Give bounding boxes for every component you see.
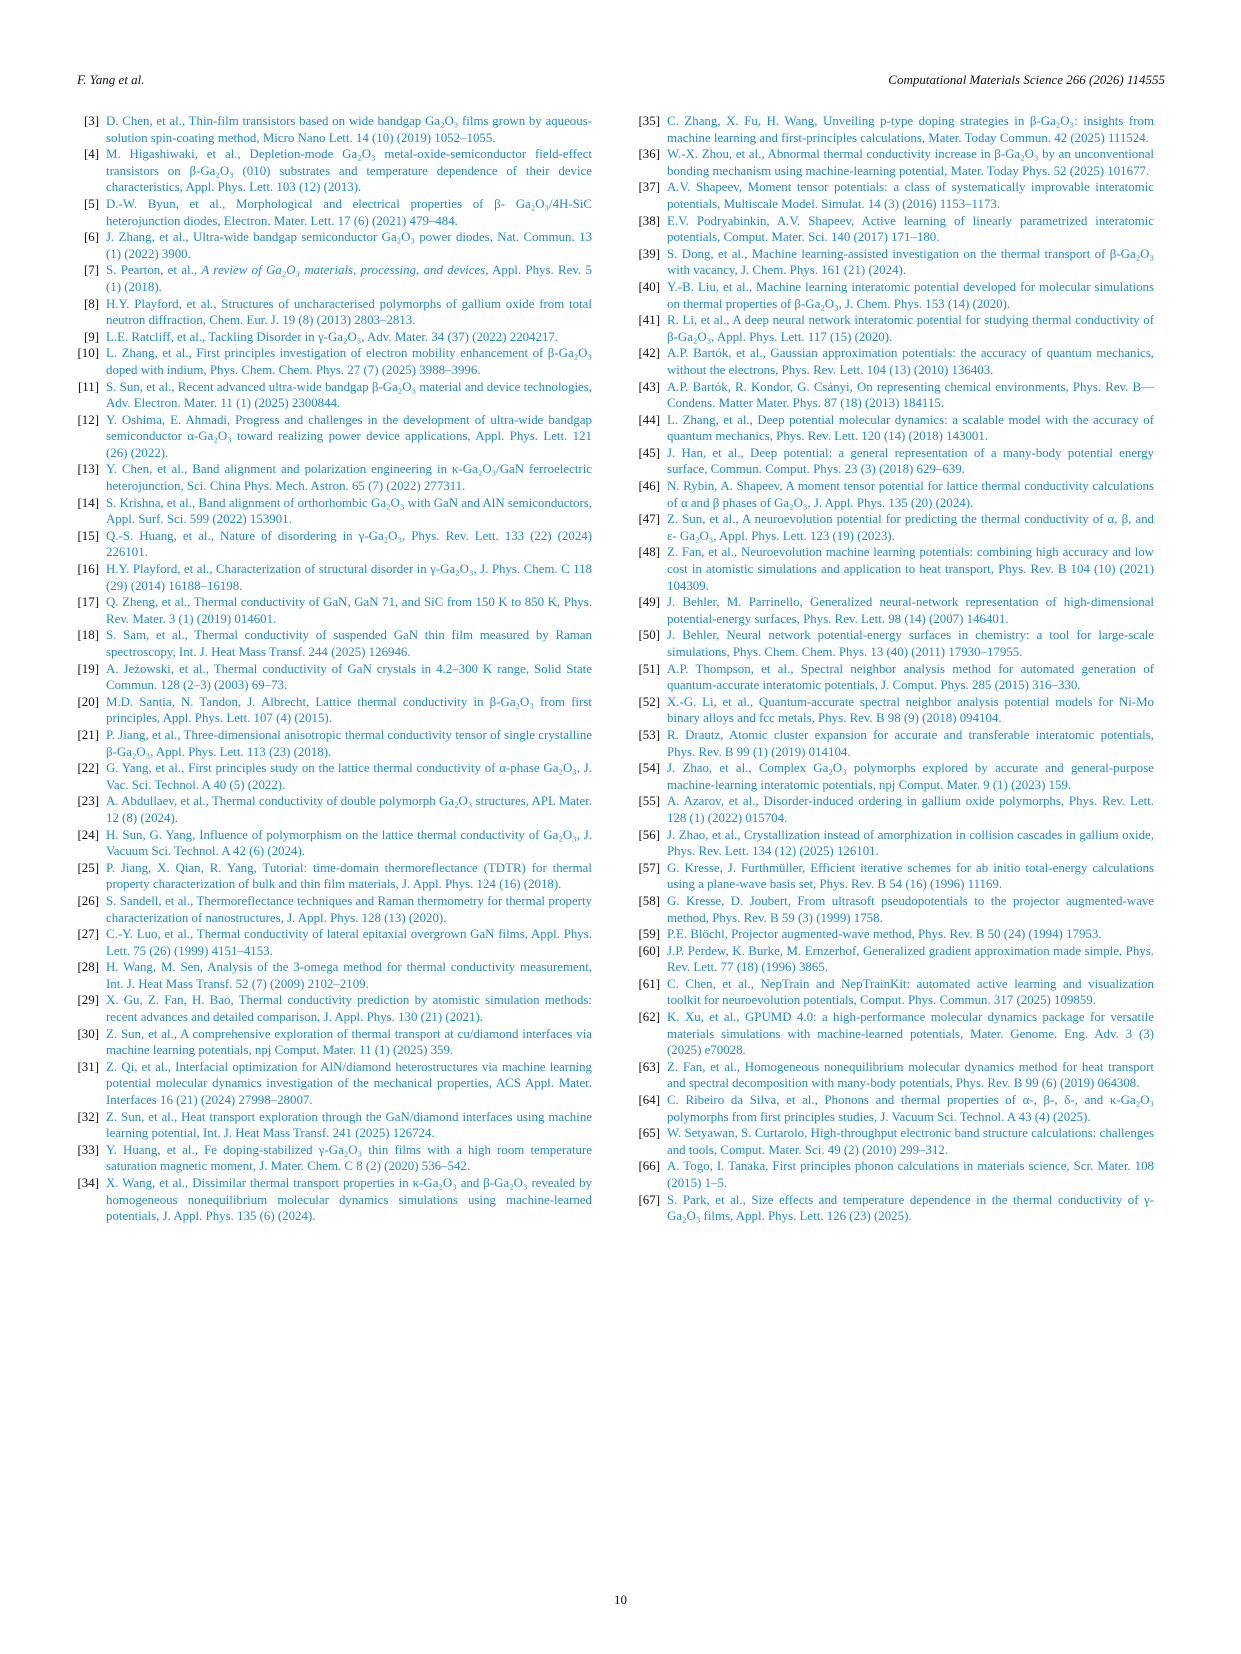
- reference-item: [70, 661, 592, 694]
- reference-number: [18]: [77, 628, 99, 643]
- reference-item: [624, 694, 1154, 727]
- reference-number: [45]: [638, 445, 660, 460]
- reference-link[interactable]: P.E. Blöchl, Projector augmented-wave method, Phys. Rev. B 50 (24) (1994) 17953.: [667, 927, 1102, 942]
- reference-number: [6]: [83, 230, 99, 245]
- reference-item: [624, 1009, 1154, 1059]
- reference-number: [41]: [638, 313, 660, 328]
- reference-item: [70, 113, 592, 146]
- reference-item: [624, 1059, 1154, 1092]
- reference-number: [66]: [638, 1159, 660, 1174]
- reference-link[interactable]: H. Sun, G. Yang, Influence of polymorphism on the lattice thermal conductivity of Ga₂O₃, J. Vacuum Sci. Technol. A 42 (6) (2024).: [106, 827, 592, 859]
- reference-link[interactable]: P. Jiang, et al., Three-dimensional anisotropic thermal conductivity tensor of single crystalline β-Ga₂O₃, Appl. Phys. Lett. 113 (23) (2018).: [106, 727, 592, 759]
- reference-item: [70, 412, 592, 462]
- reference-link[interactable]: Z. Qi, et al., Interfacial optimization for AlN/diamond heterostructures via machine learning potential molecular dynamics investigation of the mechanical properties, ACS Appl. Mater. Interfaces 16 (21) (2024) 27998–28007.: [106, 1059, 592, 1108]
- reference-list-right: [624, 113, 1154, 1225]
- reference-link[interactable]: C. Chen, et al., NepTrain and NepTrainKit: automated active learning and visualization toolkit for neuroevolution potentials, Comput. Phys. Commun. 317 (2025) 109859.: [667, 976, 1154, 1008]
- reference-item: [624, 146, 1154, 179]
- reference-number: [8]: [83, 296, 99, 311]
- reference-item: [624, 827, 1154, 860]
- reference-link[interactable]: M.D. Santia, N. Tandon, J. Albrecht, Lattice thermal conductivity in β-Ga₂O₃ from first principles, Appl. Phys. Lett. 107 (4) (2015).: [106, 694, 592, 726]
- reference-number: [61]: [638, 976, 660, 991]
- reference-link[interactable]: A.P. Bartók, R. Kondor, G. Csányi, On representing chemical environments, Phys. Rev. B—Condens. Matter Mater. Phys. 87 (18) (2013) 184115.: [667, 379, 1154, 411]
- reference-number: [47]: [638, 512, 660, 527]
- reference-item: [70, 262, 592, 295]
- reference-number: [49]: [638, 595, 660, 610]
- reference-item: [70, 461, 592, 494]
- reference-link[interactable]: A. Abdullaev, et al., Thermal conductivity of double polymorph Ga₂O₃ structures, APL Mater. 12 (8) (2024).: [106, 794, 592, 825]
- reference-item: [70, 959, 592, 992]
- reference-number: [54]: [638, 761, 660, 776]
- reference-link[interactable]: E.V. Podryabinkin, A.V. Shapeev, Active learning of linearly parametrized interatomic potentials, Comput. Mater. Sci. 140 (2017) 171–180.: [667, 213, 1154, 245]
- reference-item: [624, 727, 1154, 760]
- reference-link[interactable]: A. Azarov, et al., Disorder-induced ordering in gallium oxide polymorphs, Phys. Rev. Lett. 128 (1) (2022) 015704.: [667, 794, 1154, 825]
- reference-link[interactable]: G. Yang, et al., First principles study on the lattice thermal conductivity of α-phase Ga₂O₃, J. Vac. Sci. Technol. A 40 (5) (2022).: [106, 761, 592, 792]
- reference-link[interactable]: S. Sam, et al., Thermal conductivity of suspended GaN thin film measured by Raman spectroscopy, Int. J. Heat Mass Transf. 244 (2025) 126946.: [106, 628, 592, 659]
- reference-list-left: [70, 113, 592, 1225]
- reference-item: [624, 1125, 1154, 1158]
- reference-link[interactable]: X. Gu, Z. Fan, H. Bao, Thermal conductivity prediction by atomistic simulation methods: recent advances and detailed comparison, J. Appl. Phys. 130 (21) (2021).: [106, 993, 592, 1025]
- reference-number: [51]: [638, 661, 660, 676]
- reference-item: [624, 1192, 1154, 1225]
- reference-item: [70, 860, 592, 893]
- reference-link[interactable]: Y.-B. Liu, et al., Machine learning interatomic potential developed for molecular simulations on thermal properties of β-Ga₂O₃, J. Chem. Phys. 153 (14) (2020).: [667, 279, 1154, 311]
- reference-number: [32]: [77, 1109, 99, 1124]
- reference-link[interactable]: C. Ribeiro da Silva, et al., Phonons and thermal properties of α-, β-, δ-, and κ-Ga₂O₃ polymorphs from first principles studies, J. Vacuum Sci. Technol. A 43 (4) (2025).: [667, 1093, 1154, 1124]
- reference-item: [70, 561, 592, 594]
- reference-link[interactable]: L.E. Ratcliff, et al., Tackling Disorder in γ-Ga₂O₃, Adv. Mater. 34 (37) (2022) 2204217.: [106, 329, 559, 344]
- reference-item: [70, 1109, 592, 1142]
- reference-number: [26]: [77, 893, 99, 908]
- reference-link[interactable]: H. Wang, M. Sen, Analysis of the 3-omega method for thermal conductivity measurement, Int. J. Heat Mass Transf. 52 (7) (2009) 2102–2109.: [106, 960, 592, 991]
- reference-item: [70, 727, 592, 760]
- reference-item: [70, 146, 592, 196]
- reference-link[interactable]: H.Y. Playford, et al., Structures of uncharacterised polymorphs of gallium oxide from total neutron diffraction, Chem. Eur. J. 19 (8) (2013) 2803–2813.: [106, 296, 592, 328]
- reference-item: [70, 694, 592, 727]
- reference-number: [13]: [77, 462, 99, 477]
- reference-number: [58]: [638, 893, 660, 908]
- reference-link[interactable]: X. Wang, et al., Dissimilar thermal transport properties in κ-Ga₂O₃ and β-Ga₂O₃ revealed by homogeneous nonequilibrium molecular dynamics simulations using machine-learned potentials, J. Appl. Phys. 135 (6) (2024).: [106, 1176, 592, 1224]
- reference-item: [624, 213, 1154, 246]
- reference-number: [24]: [77, 827, 99, 842]
- reference-item: [624, 379, 1154, 412]
- reference-item: [70, 495, 592, 528]
- reference-item: [70, 1175, 592, 1225]
- reference-link[interactable]: S. Krishna, et al., Band alignment of orthorhombic Ga₂O₃ with GaN and AlN semiconductors, Appl. Surf. Sci. 599 (2022) 153901.: [106, 495, 592, 527]
- reference-link[interactable]: A.P. Bartók, et al., Gaussian approximation potentials: the accuracy of quantum mechanics, without the electrons, Phys. Rev. Lett. 104 (13) (2010) 136403.: [667, 346, 1154, 377]
- reference-item: [624, 179, 1154, 212]
- reference-item: [624, 246, 1154, 279]
- reference-link[interactable]: C. Zhang, X. Fu, H. Wang, Unveiling p-type doping strategies in β-Ga₂O₃: insights from machine learning and first-principles calculations, Mater. Today Commun. 42 (2025) 111524.: [667, 114, 1154, 145]
- reference-number: [57]: [638, 860, 660, 875]
- reference-item: [70, 329, 592, 346]
- reference-item: [624, 760, 1154, 793]
- reference-number: [60]: [638, 943, 660, 958]
- reference-number: [40]: [638, 279, 660, 294]
- reference-link[interactable]: Y. Chen, et al., Band alignment and polarization engineering in κ-Ga₂O₃/GaN ferroelectric heterojunction, Sci. China Phys. Mech. Astron. 65 (7) (2022) 277311.: [106, 462, 592, 494]
- reference-number: [38]: [638, 213, 660, 228]
- reference-item: [624, 412, 1154, 445]
- reference-link[interactable]: N. Rybin, A. Shapeev, A moment tensor potential for lattice thermal conductivity calculations of α and β phases of Ga₂O₃, J. Appl. Phys. 135 (20) (2024).: [667, 479, 1154, 510]
- reference-item: [70, 992, 592, 1025]
- reference-link[interactable]: S. Sandell, et al., Thermoreflectance techniques and Raman thermometry for thermal property characterization of nanostructures, J. Appl. Phys. 128 (13) (2020).: [106, 893, 592, 925]
- reference-item: [70, 196, 592, 229]
- reference-link[interactable]: J. Behler, Neural network potential-energy surfaces in chemistry: a tool for large-scale simulations, Phys. Chem. Chem. Phys. 13 (40) (2011) 17930–17955.: [667, 628, 1154, 659]
- reference-link[interactable]: [106, 262, 592, 295]
- reference-link[interactable]: A. Togo, I. Tanaka, First principles phonon calculations in materials science, Scr. Mater. 108 (2015) 1–5.: [667, 1159, 1154, 1190]
- reference-link[interactable]: W. Setyawan, S. Curtarolo, High-throughput electronic band structure calculations: challenges and tools, Comput. Mater. Sci. 49 (2) (2010) 299–312.: [667, 1126, 1154, 1157]
- reference-number: [22]: [77, 761, 99, 776]
- reference-number: [4]: [83, 147, 99, 162]
- reference-item: [624, 445, 1154, 478]
- reference-number: [39]: [638, 246, 660, 261]
- reference-item: [624, 943, 1154, 976]
- reference-number: [21]: [77, 727, 99, 742]
- reference-link[interactable]: S. Park, et al., Size effects and temperature dependence in the thermal conductivity of γ-Ga₂O₃ films, Appl. Phys. Lett. 126 (23) (2025).: [667, 1192, 1154, 1224]
- reference-number: [25]: [77, 860, 99, 875]
- reference-item: [70, 229, 592, 262]
- reference-item: [70, 528, 592, 561]
- reference-item: [624, 926, 1154, 943]
- running-header-journal: Computational Materials Science 266 (2026) 114555: [888, 72, 1165, 87]
- reference-link[interactable]: A.P. Thompson, et al., Spectral neighbor analysis method for automated generation of quantum-accurate interatomic potentials, J. Comput. Phys. 285 (2015) 316–330.: [667, 661, 1154, 693]
- reference-link[interactable]: Z. Fan, et al., Homogeneous nonequilibrium molecular dynamics method for heat transport and spectral decomposition with many-body potentials, Phys. Rev. B 99 (6) (2019) 064308.: [667, 1059, 1154, 1091]
- reference-item: [70, 627, 592, 660]
- reference-item: [624, 594, 1154, 627]
- reference-item: [624, 345, 1154, 378]
- reference-number: [31]: [77, 1059, 99, 1074]
- reference-link[interactable]: J. Behler, M. Parrinello, Generalized neural-network representation of high-dimensional potential-energy surfaces, Phys. Rev. Lett. 98 (14) (2007) 146401.: [667, 595, 1154, 626]
- reference-item: [70, 1142, 592, 1175]
- reference-number: [14]: [77, 495, 99, 510]
- reference-number: [36]: [638, 147, 660, 162]
- reference-number: [64]: [638, 1093, 660, 1108]
- reference-item: [624, 478, 1154, 511]
- reference-link[interactable]: P. Jiang, X. Qian, R. Yang, Tutorial: time-domain thermoreflectance (TDTR) for thermal property characterization of bulk and thin film materials, J. Appl. Phys. 124 (16) (2018).: [106, 860, 592, 892]
- reference-title: A review of Ga₂O₃ materials, processing, and devices: [201, 263, 486, 278]
- reference-number: [29]: [77, 993, 99, 1008]
- reference-authors: S. Pearton, et al.,: [106, 263, 202, 278]
- reference-link[interactable]: D. Chen, et al., Thin-film transistors based on wide bandgap Ga₂O₃ films grown by aqueous-solution spin-coating method, Micro Nano Lett. 14 (10) (2019) 1052–1055.: [106, 114, 592, 145]
- reference-item: [624, 860, 1154, 893]
- reference-number: [34]: [77, 1176, 99, 1190]
- reference-link[interactable]: C.-Y. Luo, et al., Thermal conductivity of lateral epitaxial overgrown GaN films, Appl. Phys. Lett. 75 (26) (1999) 4151–4153.: [106, 927, 592, 958]
- reference-number: [9]: [83, 329, 99, 344]
- reference-source: , Appl. Phys. Rev. 5 (1) (2018).: [106, 263, 592, 294]
- reference-item: [624, 793, 1154, 826]
- reference-link[interactable]: D.-W. Byun, et al., Morphological and electrical properties of β- Ga₂O₃/4H-SiC heterojunction diodes, Electron. Mater. Lett. 17 (6) (2021) 479–484.: [106, 196, 592, 228]
- reference-item: [624, 976, 1154, 1009]
- reference-number: [10]: [77, 346, 99, 361]
- reference-item: [624, 279, 1154, 312]
- reference-number: [67]: [638, 1192, 660, 1207]
- reference-number: [63]: [638, 1059, 660, 1074]
- reference-number: [48]: [638, 545, 660, 560]
- reference-link[interactable]: Z. Sun, et al., Heat transport exploration through the GaN/diamond interfaces using machine learning potential, Int. J. Heat Mass Transf. 241 (2025) 126724.: [106, 1109, 592, 1141]
- reference-item: [70, 926, 592, 959]
- reference-item: [70, 379, 592, 412]
- reference-number: [44]: [638, 412, 660, 427]
- reference-link[interactable]: J. Zhang, et al., Ultra-wide bandgap semiconductor Ga₂O₃ power diodes, Nat. Commun. 13 (1) (2022) 3900.: [106, 230, 592, 261]
- reference-link[interactable]: J. Zhao, et al., Complex Ga₂O₃ polymorphs explored by accurate and general-purpose machine-learning interatomic potentials, npj Comput. Mater. 9 (1) (2023) 159.: [667, 761, 1154, 792]
- reference-link[interactable]: Q. Zheng, et al., Thermal conductivity of GaN, GaN 71, and SiC from 150 K to 850 K, Phys. Rev. Mater. 3 (1) (2019) 014601.: [106, 595, 592, 626]
- reference-item: [70, 1059, 592, 1109]
- reference-item: [70, 296, 592, 329]
- reference-item: [624, 312, 1154, 345]
- reference-link[interactable]: G. Kresse, D. Joubert, From ultrasoft pseudopotentials to the projector augmented-wave method, Phys. Rev. B 59 (3) (1999) 1758.: [667, 893, 1154, 925]
- reference-item: [624, 893, 1154, 926]
- reference-link[interactable]: L. Zhang, et al., Deep potential molecular dynamics: a scalable model with the accuracy of quantum mechanics, Phys. Rev. Lett. 120 (14) (2018) 143001.: [667, 412, 1154, 444]
- reference-number: [42]: [638, 346, 660, 361]
- reference-number: [5]: [83, 196, 99, 211]
- reference-link[interactable]: K. Xu, et al., GPUMD 4.0: a high-performance molecular dynamics package for versatile materials simulations with machine-learned potentials, Mater. Genome. Eng. Adv. 3 (3) (2025) e70028.: [667, 1010, 1154, 1058]
- reference-item: [70, 827, 592, 860]
- reference-link[interactable]: G. Kresse, J. Furthmüller, Efficient iterative schemes for ab initio total-energy calculations using a plane-wave basis set, Phys. Rev. B 54 (16) (1996) 11169.: [667, 860, 1154, 892]
- reference-link[interactable]: Y. Oshima, E. Ahmadi, Progress and challenges in the development of ultra-wide bandgap semiconductor α-Ga₂O₃ toward realizing power device applications, Appl. Phys. Lett. 121 (26) (2022).: [106, 412, 592, 460]
- reference-number: [43]: [638, 379, 660, 394]
- reference-link[interactable]: J.P. Perdew, K. Burke, M. Ernzerhof, Generalized gradient approximation made simple, Phys. Rev. Lett. 77 (18) (1996) 3865.: [667, 943, 1154, 975]
- page-number: 10: [614, 1592, 627, 1607]
- reference-number: [33]: [77, 1142, 99, 1157]
- reference-link[interactable]: A.V. Shapeev, Moment tensor potentials: a class of systematically improvable interatomic potentials, Multiscale Model. Simulat. 14 (3) (2016) 1153–1173.: [667, 180, 1154, 211]
- reference-link[interactable]: M. Higashiwaki, et al., Depletion-mode Ga₂O₃ metal-oxide-semiconductor field-effect transistors on β-Ga₂O₃ (010) substrates and temperature dependence of their device characteristics, Appl. Phys. Lett. 103 (12) (2013).: [106, 147, 592, 195]
- reference-item: [70, 893, 592, 926]
- reference-number: [59]: [638, 927, 660, 942]
- reference-number: [55]: [638, 794, 660, 809]
- running-header-authors: F. Yang et al.: [77, 72, 145, 87]
- reference-number: [56]: [638, 827, 660, 842]
- reference-link[interactable]: Z. Sun, et al., A neuroevolution potential for predicting the thermal conductivity of α, β, and ε- Ga₂O₃, Appl. Phys. Lett. 123 (19) (2023).: [667, 512, 1154, 543]
- reference-item: [624, 1092, 1154, 1125]
- reference-number: [52]: [638, 694, 660, 709]
- reference-number: [46]: [638, 479, 660, 494]
- reference-number: [30]: [77, 1026, 99, 1041]
- reference-item: [624, 627, 1154, 660]
- reference-item: [70, 793, 592, 826]
- reference-item: [70, 594, 592, 627]
- reference-link[interactable]: H.Y. Playford, et al., Characterization of structural disorder in γ-Ga₂O₃, J. Phys. Chem. C 118 (29) (2014) 16188–16198.: [106, 562, 592, 593]
- reference-link[interactable]: S. Sun, et al., Recent advanced ultra-wide bandgap β-Ga₂O₃ material and device technologies, Adv. Electron. Mater. 11 (1) (2025) 2300844.: [106, 379, 592, 411]
- reference-number: [3]: [83, 114, 99, 128]
- reference-link[interactable]: Z. Sun, et al., A comprehensive exploration of thermal transport at cu/diamond interfaces via machine learning potentials, npj Comput. Mater. 11 (1) (2025) 359.: [106, 1026, 592, 1058]
- reference-number: [12]: [77, 412, 99, 427]
- reference-link[interactable]: R. Drautz, Atomic cluster expansion for accurate and transferable interatomic potentials, Phys. Rev. B 99 (1) (2019) 014104.: [667, 727, 1154, 759]
- reference-item: [624, 544, 1154, 594]
- reference-link[interactable]: J. Han, et al., Deep potential: a general representation of a many-body potential energy surface, Commun. Comput. Phys. 23 (3) (2018) 629–639.: [667, 445, 1154, 477]
- reference-link[interactable]: Z. Fan, et al., Neuroevolution machine learning potentials: combining high accuracy and low cost in atomistic simulations and application to heat transport, Phys. Rev. B 104 (10) (2021) 104309.: [667, 545, 1154, 593]
- reference-link[interactable]: S. Dong, et al., Machine learning-assisted investigation on the thermal transport of β-Ga₂O₃ with vacancy, J. Chem. Phys. 161 (21) (2024).: [667, 246, 1154, 278]
- reference-number: [7]: [83, 263, 99, 278]
- reference-item: [70, 1026, 592, 1059]
- reference-item: [70, 345, 592, 378]
- reference-number: [19]: [77, 661, 99, 676]
- reference-number: [62]: [638, 1010, 660, 1025]
- reference-number: [28]: [77, 960, 99, 975]
- reference-link[interactable]: W.-X. Zhou, et al., Abnormal thermal conductivity increase in β-Ga₂O₃ by an unconventional bonding mechanism using machine-learning potential, Mater. Today Phys. 52 (2025) 101677.: [667, 147, 1154, 178]
- reference-link[interactable]: Q.-S. Huang, et al., Nature of disordering in γ-Ga₂O₃, Phys. Rev. Lett. 133 (22) (2024) 226101.: [106, 528, 592, 560]
- reference-number: [20]: [77, 694, 99, 709]
- reference-item: [624, 511, 1154, 544]
- reference-number: [11]: [78, 379, 99, 394]
- reference-item: [70, 760, 592, 793]
- reference-number: [65]: [638, 1126, 660, 1141]
- reference-number: [37]: [638, 180, 660, 195]
- reference-number: [35]: [638, 114, 660, 128]
- reference-link[interactable]: X.-G. Li, et al., Quantum-accurate spectral neighbor analysis potential models for Ni-Mo binary alloys and fcc metals, Phys. Rev. B 98 (9) (2018) 094104.: [667, 694, 1154, 726]
- reference-link[interactable]: Y. Huang, et al., Fe doping-stabilized γ-Ga₂O₃ thin films with a high room temperature saturation magnetic moment, J. Mater. Chem. C 8 (2) (2020) 536–542.: [106, 1142, 592, 1174]
- reference-link[interactable]: J. Zhao, et al., Crystallization instead of amorphization in collision cascades in gallium oxide, Phys. Rev. Lett. 134 (12) (2025) 126101.: [667, 827, 1154, 859]
- reference-number: [17]: [77, 595, 99, 610]
- reference-link[interactable]: L. Zhang, et al., First principles investigation of electron mobility enhancement of β-Ga₂O₃ doped with indium, Phys. Chem. Chem. Phys. 27 (7) (2025) 3988–3996.: [106, 346, 592, 377]
- reference-item: [624, 113, 1154, 146]
- reference-number: [53]: [638, 727, 660, 742]
- reference-link[interactable]: R. Li, et al., A deep neural network interatomic potential for studying thermal conductivity of β-Ga₂O₃, Appl. Phys. Lett. 117 (15) (2020).: [667, 313, 1154, 344]
- reference-item: [624, 1158, 1154, 1191]
- reference-number: [23]: [77, 794, 99, 809]
- reference-item: [624, 661, 1154, 694]
- reference-number: [16]: [77, 562, 99, 577]
- reference-number: [15]: [77, 528, 99, 543]
- reference-link[interactable]: A. Jeżowski, et al., Thermal conductivity of GaN crystals in 4.2–300 K range, Solid State Commun. 128 (2–3) (2003) 69–73.: [106, 661, 592, 693]
- reference-number: [50]: [638, 628, 660, 643]
- reference-number: [27]: [77, 927, 99, 942]
